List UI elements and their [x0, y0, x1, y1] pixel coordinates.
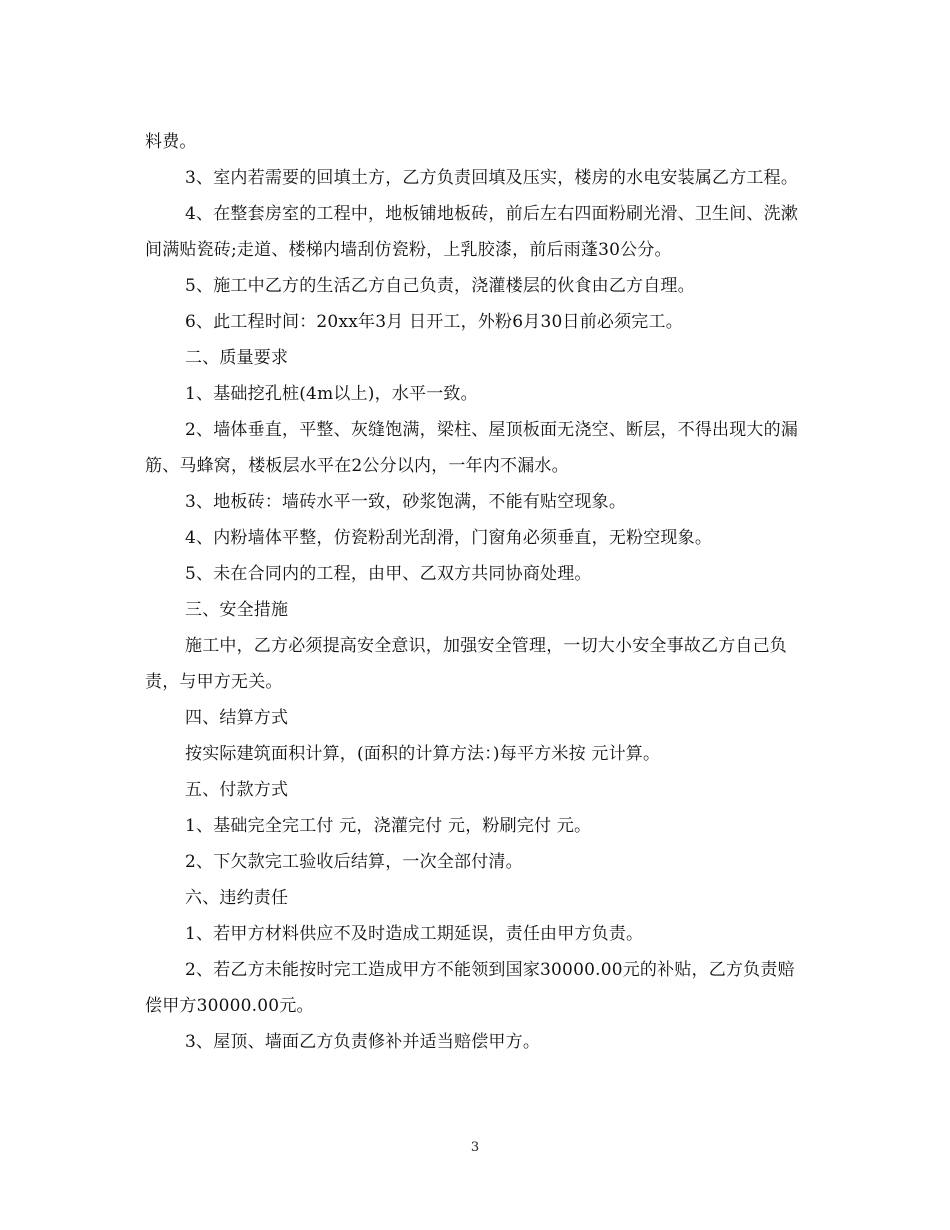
page-number: 3 [470, 1140, 480, 1155]
document-body [145, 124, 805, 1060]
paragraph-liability-3: 3、屋顶、墙面乙方负责修补并适当赔偿甲方。 [185, 1032, 541, 1052]
paragraph-quality-4: 4、内粉墙体平整，仿瓷粉刮光刮滑，门窗角必须垂直，无粉空现象。 [185, 528, 713, 548]
paragraph-item-5-living: 5、施工中乙方的生活乙方自己负责，浇灌楼层的伙食由乙方自理。 [185, 276, 695, 296]
paragraph-quality-5: 5、未在合同内的工程，由甲、乙双方共同协商处理。 [185, 564, 592, 584]
paragraph-item-3-backfill: 3、室内若需要的回填土方，乙方负责回填及压实，楼房的水电安装属乙方工程。 [185, 168, 799, 188]
paragraph-quality-1: 1、基础挖孔桩(4m以上)，水平一致。 [185, 384, 478, 404]
paragraph-safety: 施工中，乙方必须提高安全意识，加强安全管理，一切大小安全事故乙方自己负责，与甲方无关。 [145, 636, 787, 692]
paragraph-quality-2: 2、墙体垂直，平整、灰缝饱满，梁柱、屋顶板面无浇空、断层，不得出现大的漏筋、马蜂窝，楼板层水平在2公分以内，一年内不漏水。 [145, 420, 799, 476]
paragraph-liability-2: 2、若乙方未能按时完工造成甲方不能领到国家30000.00元的补贴，乙方负责赔偿甲方30000.00元。 [145, 960, 795, 1016]
paragraph-item-6-schedule: 6、此工程时间：20xx年3月 日开工，外粉6月30日前必须完工。 [185, 312, 683, 332]
paragraph-settlement: 按实际建筑面积计算，(面积的计算方法：)每平方米按 元计算。 [185, 744, 661, 764]
paragraph-continuation: 料费。 [145, 132, 197, 152]
section-heading-settlement: 四、结算方式 [185, 708, 289, 728]
section-heading-quality: 二、质量要求 [185, 348, 289, 368]
paragraph-payment-2: 2、下欠款完工验收后结算，一次全部付清。 [185, 852, 523, 872]
paragraph-item-4-flooring: 4、在整套房室的工程中，地板铺地板砖，前后左右四面粉刷光滑、卫生间、洗漱间满贴瓷砖;走道、楼梯内墙刮仿瓷粉，上乳胶漆，前后雨蓬30公分。 [145, 204, 799, 260]
paragraph-payment-1: 1、基础完全完工付 元，浇灌完付 元，粉刷完付 元。 [185, 816, 592, 836]
section-heading-payment: 五、付款方式 [185, 780, 289, 800]
section-heading-safety: 三、安全措施 [185, 600, 289, 620]
paragraph-quality-3: 3、地板砖：墙砖水平一致，砂浆饱满，不能有贴空现象。 [185, 492, 627, 512]
paragraph-liability-1: 1、若甲方材料供应不及时造成工期延误，责任由甲方负责。 [185, 924, 644, 944]
section-heading-liability: 六、违约责任 [185, 888, 289, 908]
